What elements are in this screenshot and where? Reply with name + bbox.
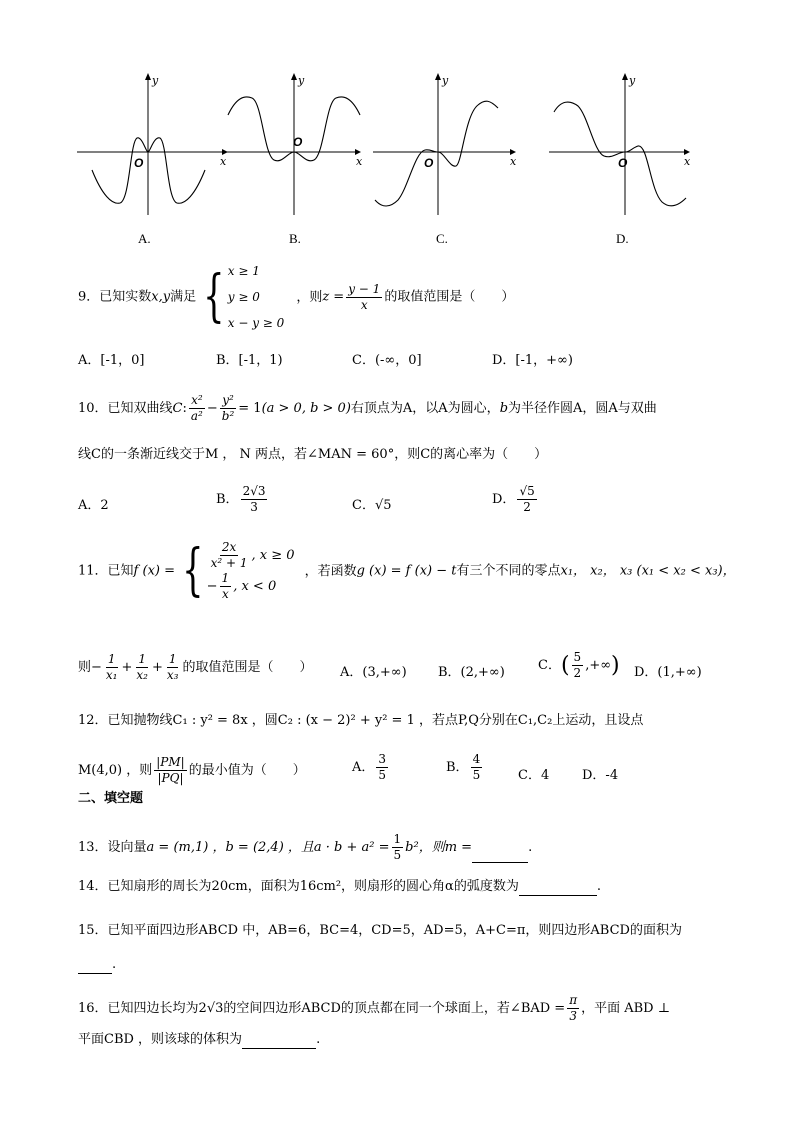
q9-vars: x,y	[151, 289, 171, 305]
question-9	[78, 258, 514, 336]
q11-case2-cond: , x < 0	[233, 579, 277, 594]
q11-t2-den: x₂	[136, 668, 148, 682]
graph-option-c	[370, 70, 530, 220]
graph-d-svg	[546, 70, 706, 220]
q11-term1: $\frac{1}{\text{x₁}}$	[105, 652, 118, 682]
graph-label-b: B.	[289, 231, 301, 246]
q11-case1-num: 2x	[221, 540, 237, 554]
q15-blank[interactable]	[78, 959, 112, 974]
q11-opt-c-label: C．	[538, 658, 561, 673]
q11-option-a: A．(3,+∞)	[340, 665, 407, 680]
q11-option-b: B．(2,+∞)	[438, 665, 505, 680]
q10-prefix: 10．已知双曲线	[78, 401, 173, 416]
q16-frac	[567, 993, 579, 1024]
q11-prefix: 11．已知	[78, 563, 134, 579]
question-16-line2	[78, 1031, 320, 1049]
x-axis-label: x	[684, 155, 691, 168]
y-axis-label: y	[629, 74, 636, 87]
q9-mid: 满足	[170, 289, 197, 305]
curve-c	[375, 101, 498, 206]
question-12-line1	[78, 712, 643, 730]
q11-case1	[207, 540, 295, 571]
q11-opt-c-num: 5	[573, 650, 582, 664]
q13-prefix: 13．设向量	[78, 840, 147, 855]
q12-opt-b-label: B．	[446, 760, 469, 775]
q16-end: .	[316, 1032, 321, 1047]
q12-opt-a-den: 5	[378, 768, 387, 782]
q11-gx: g (x) = f (x) − t	[356, 563, 457, 579]
q10-opt-d-num: √5	[519, 484, 535, 498]
q10-y2: y²	[222, 393, 234, 407]
section-fill-in-blank: 二、填空题	[78, 791, 144, 806]
q9-option-d: D．[-1，+∞)	[492, 353, 573, 368]
q10-b2: b²	[221, 409, 235, 423]
q10-option-a	[78, 494, 109, 513]
q16-frac-den: 3	[569, 1009, 577, 1023]
q9-num: y − 1	[348, 281, 381, 296]
q12-line2-suffix: 的最小值为（ ）	[188, 763, 306, 778]
question-14	[78, 878, 601, 896]
q13-frac	[392, 832, 404, 863]
q11-case2-den: x	[221, 587, 229, 601]
q10-cond: (a > 0, b > 0)	[261, 401, 351, 416]
q14-end: .	[596, 879, 601, 894]
q16-suffix: ，平面 ABD ⊥	[581, 1001, 670, 1016]
q11-zeros: x₁， x₂， x₃ (x₁ < x₂ < x₃)，	[560, 563, 736, 579]
q15-text: 15．已知平面四边形ABCD 中，AB=6，BC=4，CD=5，AD=5，A+C=π，则四边形ABCD的面积为	[78, 923, 682, 938]
q13-b: b = (2,4) ，且	[225, 840, 314, 855]
question-10-line2	[78, 446, 547, 464]
y-axis-arrow	[145, 73, 151, 80]
q9-fraction	[346, 282, 382, 313]
q10-end: 为半径作圆A，圆A与双曲	[508, 401, 657, 416]
q11-option-d: D．(1,+∞)	[634, 665, 702, 680]
q10-opt-c-label: C．	[352, 498, 375, 513]
q10-C: C	[172, 401, 183, 416]
q10-opt-c-value: √5	[374, 498, 392, 513]
q10-opt-a-text: A．2	[78, 498, 109, 513]
q13-frac-den: 5	[393, 848, 402, 862]
q13-expr: a · b + a² =	[313, 840, 390, 855]
graph-b-svg	[222, 70, 382, 220]
q16-prefix: 16．已知四边长均为2√3的空间四边形ABCD的顶点都在同一个球面上，若∠BAD =	[78, 1001, 566, 1016]
q12-option-a	[352, 752, 390, 783]
y-axis-label: y	[152, 74, 159, 87]
q11-mid: ，若函数	[304, 563, 357, 579]
q11-case1-frac	[209, 540, 250, 571]
q14-blank[interactable]	[519, 881, 597, 896]
q10-opt-d-label: D．	[492, 492, 516, 507]
q12-option-c: C．4	[518, 768, 550, 783]
q16-blank[interactable]	[242, 1034, 316, 1049]
q11-case2	[207, 571, 295, 602]
q12-opt-a-num: 3	[378, 752, 387, 766]
q11-t1-den: x₁	[105, 668, 118, 682]
q10-colon: :	[182, 401, 187, 416]
q9-option-c: C．(-∞，0]	[352, 353, 422, 368]
q11-case1-den: x² + 1	[210, 556, 248, 570]
q11-term3: $\frac{1}{\text{x₃}}$	[166, 652, 179, 682]
graph-c-svg	[370, 70, 530, 220]
q12-opt-b-num: 4	[472, 752, 481, 766]
q9-ineq-1: x ≥ 1	[227, 264, 260, 278]
q12-num: |PM|	[156, 755, 185, 769]
y-axis-label: y	[442, 74, 449, 87]
y-axis-arrow	[291, 73, 297, 80]
q12-option-d: D．-4	[582, 768, 619, 783]
q12-den: |PQ|	[157, 771, 184, 785]
q10-frac-y	[220, 393, 237, 424]
q9-suffix: 的取值范围是（ ）	[384, 289, 515, 305]
q10-opt-d-frac	[517, 484, 536, 515]
q13-a: a = (m,1) ，	[146, 840, 226, 855]
question-15	[78, 922, 682, 940]
q10-opt-b-frac	[241, 484, 268, 515]
q11-case1-cond: , x ≥ 0	[251, 548, 295, 563]
q11-brace: {	[182, 538, 204, 603]
q10-opt-b-den: 3	[250, 500, 258, 514]
q15-end: .	[112, 957, 117, 972]
q11-option-c: C．( $\frac{5}{2}$ ,+∞)	[538, 650, 620, 680]
q11-opt-c-frac	[572, 650, 584, 681]
question-16-line1	[78, 993, 670, 1024]
graph-option-a	[72, 70, 232, 220]
graph-label-c: C.	[436, 231, 448, 246]
question-12-line2	[78, 755, 306, 786]
q9-ineq-2: y ≥ 0	[227, 290, 260, 304]
q10-eq: = 1	[238, 401, 262, 416]
q16-line2: 平面CBD ，则该球的体积为	[78, 1032, 243, 1047]
q16-frac-num: π	[569, 993, 578, 1007]
q9-z: z =	[322, 289, 345, 305]
origin-label: O	[293, 135, 303, 149]
q10-opt-d-den: 2	[523, 500, 531, 514]
origin-label: O	[618, 156, 628, 170]
origin-label: O	[134, 156, 144, 170]
question-11-line2: 则− $\frac{1}{\text{x₁}}$ + $\frac{1}{\text{x₂}}$ + $\frac{1}{\text{x₃}}$ 的取值范围是（ ）	[78, 652, 313, 682]
q9-prefix: 9．已知实数	[78, 289, 152, 305]
q10-b: b	[499, 401, 509, 416]
q9-option-a: A．[-1，0]	[78, 353, 145, 368]
q10-option-b	[216, 484, 269, 515]
q13-b2: b²，则m =	[405, 840, 473, 855]
q11-case2-frac	[220, 571, 232, 602]
q12-opt-a-frac	[376, 752, 388, 783]
q11-opt-c-den: 2	[573, 666, 582, 680]
q9-then: ，则	[296, 289, 323, 305]
graph-label-d: D.	[616, 231, 629, 246]
q14-text: 14．已知扇形的周长为20cm，面积为16cm²，则扇形的圆心角α的弧度数为	[78, 879, 519, 894]
graph-option-d	[546, 70, 706, 220]
y-axis-arrow	[622, 73, 628, 80]
q10-option-d	[492, 484, 539, 515]
q10-option-c	[352, 494, 392, 513]
question-11-line1	[78, 540, 736, 602]
x-axis-label: x	[220, 155, 227, 168]
q10-line2: 线C的一条渐近线交于M ， N 两点，若∠MAN = 60°，则C的离心率为（ ）	[78, 447, 548, 462]
q12-option-b	[446, 752, 484, 783]
q10-frac-x	[189, 393, 205, 424]
q13-blank[interactable]	[472, 848, 528, 863]
q10-opt-b-num: 2√3	[242, 484, 266, 498]
q9-brace: {	[203, 264, 225, 329]
origin-label: O	[424, 156, 434, 170]
q9-option-b: B．[-1，1)	[216, 353, 283, 368]
q11-opt-c-rest: ,+∞	[585, 658, 612, 673]
q10-a2: a²	[190, 409, 203, 423]
q10-x2: x²	[191, 393, 203, 407]
q9-system	[228, 258, 285, 336]
q11-rest: 有三个不同的零点	[456, 563, 561, 579]
q10-rest: 右顶点为A，以A为圆心，	[350, 401, 500, 416]
q11-line2-suffix: 的取值范围是（ ）	[182, 660, 313, 675]
q10-opt-b-label: B．	[216, 492, 239, 507]
q12-line2-prefix: M(4,0) ，则	[78, 763, 153, 778]
curve-d	[554, 102, 686, 206]
graph-label-a: A.	[138, 231, 151, 246]
y-axis-arrow	[435, 73, 441, 80]
graph-a-svg	[72, 70, 232, 220]
q12-frac	[154, 755, 186, 786]
q11-case2-num: 1	[221, 571, 230, 585]
y-axis-label: y	[298, 74, 305, 87]
question-13	[78, 832, 532, 863]
q11-t3-den: x₃	[166, 668, 179, 682]
q11-line2-prefix: 则−	[78, 660, 102, 675]
question-10-line1: 10．已知双曲线C: $\frac{\text{x²}}{\text{a²}}$ − $\frac{\text{y²}}{\text{b²}}$ = 1(a > 0, b > 0)右顶点为A，以A为圆心，b为半径作圆A，圆A与双曲	[78, 393, 657, 423]
q12-opt-a-label: A．	[352, 760, 375, 775]
q11-fx: f (x) =	[133, 563, 175, 579]
q13-frac-num: 1	[393, 832, 402, 846]
question-15-line2	[78, 956, 116, 974]
q13-end: .	[528, 840, 533, 855]
q11-cases	[207, 540, 295, 602]
q9-ineq-3: x − y ≥ 0	[227, 316, 285, 330]
graph-option-b	[222, 70, 382, 220]
q12-opt-b-frac	[471, 752, 483, 783]
q11-term2: $\frac{1}{\text{x₂}}$	[136, 652, 148, 682]
q12-opt-b-den: 5	[472, 768, 481, 782]
q11-case2-sign: −	[206, 579, 218, 594]
x-axis-label: x	[510, 155, 517, 168]
q9-den: x	[360, 297, 368, 312]
x-axis-label: x	[356, 155, 363, 168]
q12-line1: 12．已知抛物线C₁ : y² = 8x ，圆C₂ : (x − 2)² + y² = 1 ，若点P,Q分别在C₁,C₂上运动，且设点	[78, 713, 644, 728]
